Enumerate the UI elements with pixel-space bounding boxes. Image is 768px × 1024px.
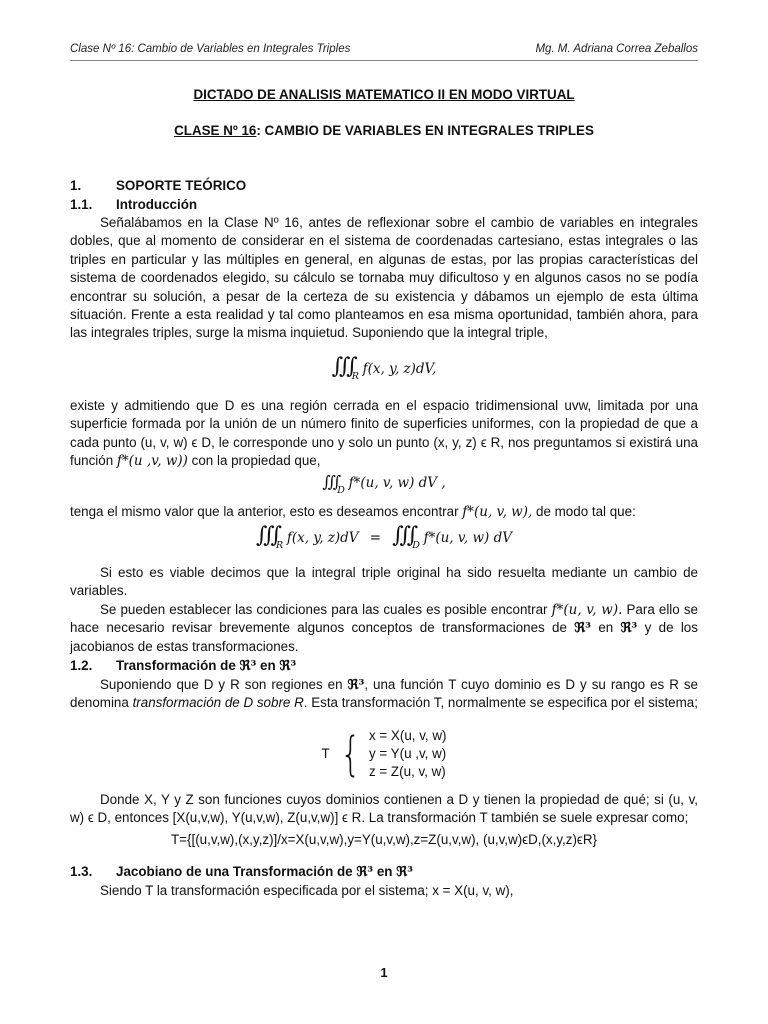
document-title: DICTADO DE ANALISIS MATEMATICO II EN MODO VIRTUAL [193,87,575,102]
r3-symbol: ℜ³ [356,863,374,880]
function-fstar: f*(u, v, w), [462,504,533,521]
section-label: SOPORTE TEÓRICO [116,178,247,193]
equation-x: x = X(u, v, w) [368,727,447,743]
text: en [598,620,614,636]
section-number: 1.3. [70,863,93,879]
paragraph-viable: Si esto es viable decimos que la integral triple original ha sido resuelta mediante un cambio de variables. [70,564,698,599]
text: existe y admitiendo que D es una región cerrada en el espacio tridimensional uvw, limitada por una superficie formada por la unión de un número finito de superficies uniformes, con la propiedad de que a cada punto (u, v, w) ϵ D, le corresponde uno y solo un punto (x, y, z) ϵ R, nos preguntamos si existirá una función [70,397,698,469]
integrand: f(x, y, z)dV, [362,360,437,377]
paragraph-conditions [70,601,698,656]
section-number: 1.1. [70,197,93,212]
section-1-heading [70,176,698,195]
triple-integral-symbol: ∭ [322,472,338,492]
paragraph-same-value [70,503,698,521]
paragraph-transformation [70,676,698,713]
header-right: Mg. M. Adriana Correa Zeballos [535,43,698,55]
region-label: R [276,539,284,551]
section-number: 1.2. [70,657,93,673]
paragraph-jacobian: Siendo T la transformación especificada por el sistema; x = X(u, v, w), [100,882,514,898]
page-header [70,40,698,61]
page-content [70,85,698,900]
integrand: f*(u, v, w) dV , [348,475,446,492]
r3-symbol: ℜ³ [347,676,365,693]
header-left: Clase Nº 16: Cambio de Variables en Integrales Triples [70,43,351,55]
section-label: Introducción [116,197,198,212]
section-label: Transformación de [116,657,236,673]
integrand-right: f*(u, v, w) dV [423,529,512,546]
r3-symbol: ℜ³ [279,657,297,674]
section-1-1-heading [70,195,698,214]
italic-term: transformación de D sobre R [132,695,304,711]
transformation-system [70,727,698,781]
text: de modo tal que: [536,504,636,520]
class-number: CLASE Nº 16 [174,123,257,138]
text: y de los jacobianos de estas transformaciones. [70,620,698,654]
section-1-2-heading [70,656,698,676]
formula-equality [70,522,698,556]
system-equations [369,727,447,781]
triple-integral-symbol: ∭ [256,522,277,548]
equation-y: y = Y(u ,v, w) [368,745,447,761]
left-brace-icon: { [340,726,361,781]
region-label: R [351,370,359,382]
section-label: Jacobiano de una Transformación de [116,863,353,879]
class-topic: : CAMBIO DE VARIABLES EN INTEGRALES TRIPLES [256,123,594,138]
text: . Esta transformación T, normalmente se especifica por el sistema; [303,695,698,711]
text: Suponiendo que D y R son regiones en [100,676,343,692]
r3-symbol: ℜ³ [396,863,413,880]
text: tenga el mismo valor que la anterior, esto es deseamos encontrar [70,504,459,520]
class-title [70,121,698,140]
function-fstar: f*(u, v, w). [551,601,623,618]
section-label: en [260,657,276,673]
section-number: 1. [70,178,82,193]
text: , una función T cuyo dominio es D y su rango es R se denomina [70,676,698,711]
function-fstar: f*(u ,v, w)) [116,453,188,470]
triple-integral-symbol: ∭ [331,353,352,379]
r3-symbol: ℜ³ [574,620,591,637]
paragraph-existence [70,397,698,471]
r3-symbol: ℜ³ [620,620,638,637]
triple-integral-symbol: ∭ [392,522,413,548]
section-1-3-heading [70,862,698,882]
text: Se pueden establecer las condiciones para las cuales es posible encontrar [100,601,548,617]
system-label: T [321,746,330,762]
equals-sign: = [369,529,382,546]
page-number: 1 [380,965,388,980]
formula-triple-integral-d [70,472,698,501]
section-label: en [376,863,393,879]
integrand-left: f(x, y, z)dV [286,529,359,546]
text: Para ello se hace necesario revisar brevemente algunos conceptos de transformaciones de [70,601,698,636]
paragraph-domains: Donde X, Y y Z son funciones cuyos dominios contienen a D y tienen la propiedad de qué; si (u, v, w) ϵ D, entonces [X(u,v,w), Y(u,v,w), Z(u,v,w)] ϵ R. La transformación T también se suele expresar como; [70,791,698,826]
region-label: D [412,539,420,551]
formula-triple-integral-r [70,353,698,387]
equation-z: z = Z(u, v, w) [368,763,446,779]
region-label: D [337,485,345,497]
paragraph-intro: Señalábamos en la Clase Nº 16, antes de reflexionar sobre el cambio de variables en integrales dobles, que al momento de considerar en el sistema de coordenadas cartesiano, estas integrales o las triples en particular y las múltiples en general, en algunas de estas, por las propias características del sistema de coordenados elegido, su cálculo se tornaba muy dificultoso y en algunos casos no se podía encontrar su solución, a pesar de la certeza de su existencia y dábamos un ejemplo de esta última situación. Frente a esta realidad y tal como planteamos en esa misma oportunidad, también ahora, para las integrales triples, surge la misma inquietud. Suponiendo que la integral triple, [70,215,698,341]
text: con la propiedad que, [191,453,321,469]
r3-symbol: ℜ³ [239,657,257,674]
set-definition: T={[(u,v,w),(x,y,z)]/x=X(u,v,w),y=Y(u,v,w),z=Z(u,v,w), (u,v,w)ϵD,(x,y,z)ϵR} [171,831,597,847]
